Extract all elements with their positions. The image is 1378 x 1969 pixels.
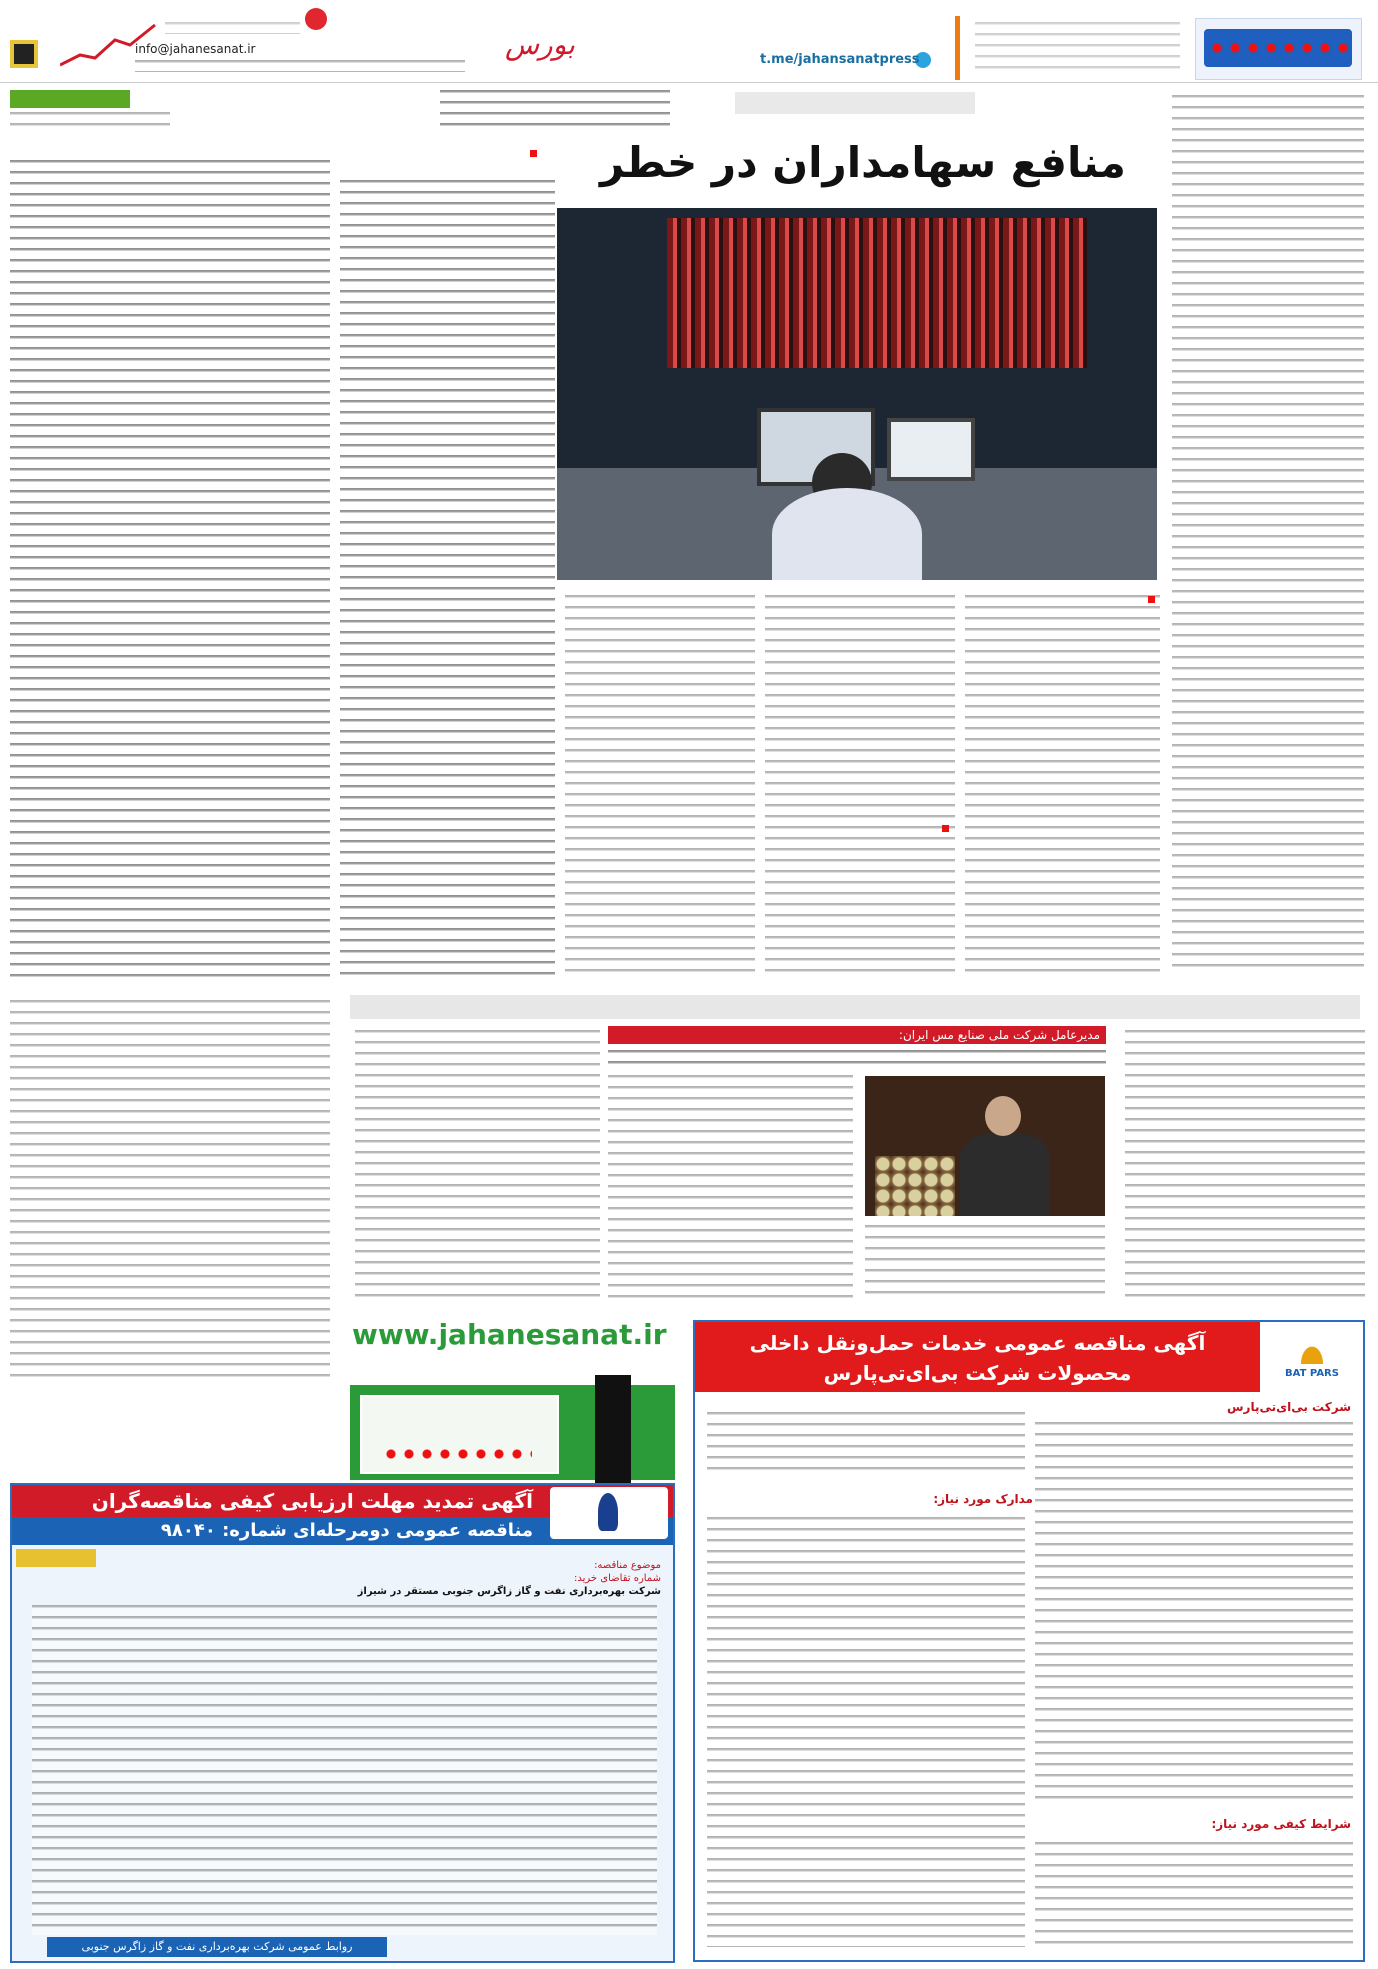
kicker-blurred — [735, 92, 975, 114]
ad-title-line-1: آگهی مناقصه عمومی خدمات حمل‌ونقل داخلی — [749, 1331, 1206, 1355]
meta-subject: موضوع مناقصه: — [594, 1560, 661, 1571]
tender-ad-batpars — [693, 1320, 1365, 1962]
ad-footer: روابط عمومی شرکت بهره‌برداری نفت و گاز زاگرس جنوبی — [47, 1937, 387, 1957]
ad-date-tag — [16, 1549, 96, 1567]
left-column-text-3 — [10, 1000, 330, 1380]
ad-body-text-left — [707, 1517, 1025, 1947]
section-title: بورس — [505, 28, 575, 61]
ad-body-text-left-top — [707, 1412, 1025, 1472]
email-icon — [305, 8, 327, 30]
meta-request-number: شماره تقاضای خرید: — [574, 1573, 661, 1584]
ad-title — [695, 1322, 1260, 1392]
middle-column-text-3 — [865, 1225, 1105, 1300]
batpars-logo — [1267, 1326, 1357, 1394]
newspaper-promo-logo — [350, 1385, 675, 1480]
middle-column-text-1 — [355, 1030, 600, 1300]
ad-body-text — [32, 1605, 657, 1935]
interview-headline-blurred — [608, 1050, 1106, 1068]
nioc-logo — [550, 1487, 668, 1539]
interview-caption: مدیرعامل شرکت ملی صنایع مس ایران: — [608, 1026, 1106, 1044]
main-headline: منافع سهامداران در خطر — [600, 138, 1126, 187]
header-accent-bar — [955, 16, 960, 80]
red-bullet — [1148, 596, 1155, 603]
contact-email[interactable]: info@jahanesanat.ir — [135, 42, 256, 56]
left-column-text-1 — [340, 180, 555, 980]
column-text-4 — [765, 595, 955, 975]
tender-ad-nioc — [10, 1483, 675, 1963]
red-bullet — [942, 825, 949, 832]
docs-label: مدارک مورد نیاز: — [933, 1492, 1033, 1506]
website-url[interactable]: www.jahanesanat.ir — [352, 1318, 667, 1351]
middle-column-text-4 — [1125, 1030, 1365, 1300]
green-label — [10, 90, 130, 108]
ad-meta — [358, 1559, 661, 1598]
column-text-3 — [965, 595, 1160, 975]
sidebar-caption-blurred — [10, 112, 170, 126]
brand-name: BAT PARS — [1285, 1368, 1339, 1379]
right-column-text — [1172, 95, 1364, 975]
subheadline-blurred — [440, 90, 670, 126]
column-text-5 — [565, 595, 755, 975]
ad-subtitle: مناقصه عمومی دومرحله‌ای شماره: ۹۸۰۴۰ — [12, 1517, 673, 1545]
ad-body-text-right — [1035, 1422, 1353, 1807]
ad-title: آگهی تمدید مهلت ارزیابی کیفی مناقصه‌گران — [12, 1485, 673, 1517]
quality-label: شرایط کیفی مورد نیاز: — [1211, 1817, 1351, 1831]
left-column-text-2 — [10, 160, 330, 980]
masthead-info-blurred — [975, 22, 1180, 77]
trend-chart-icon — [60, 20, 160, 70]
middle-column-text-2 — [608, 1075, 853, 1300]
company-label: شرکت بی‌ای‌تی‌پارس — [1226, 1400, 1351, 1414]
header-date-blurred — [165, 22, 300, 34]
header-issue-blurred — [135, 60, 465, 72]
section-divider — [350, 995, 1360, 1019]
newspaper-logo — [1195, 18, 1362, 80]
speaker-photo — [865, 1076, 1105, 1216]
qr-code-icon — [10, 40, 38, 68]
article-photo-stock-exchange — [557, 208, 1157, 580]
telegram-link[interactable]: t.me/jahansanatpress — [760, 52, 920, 67]
ad-title-line-2: محصولات شرکت بی‌ای‌تی‌پارس — [823, 1361, 1132, 1385]
ad-body-text-right-bottom — [1035, 1842, 1353, 1947]
red-bullet — [530, 150, 537, 157]
meta-company: شرکت بهره‌برداری نفت و گاز زاگرس جنوبی مستقر در شیراز — [357, 1586, 661, 1597]
